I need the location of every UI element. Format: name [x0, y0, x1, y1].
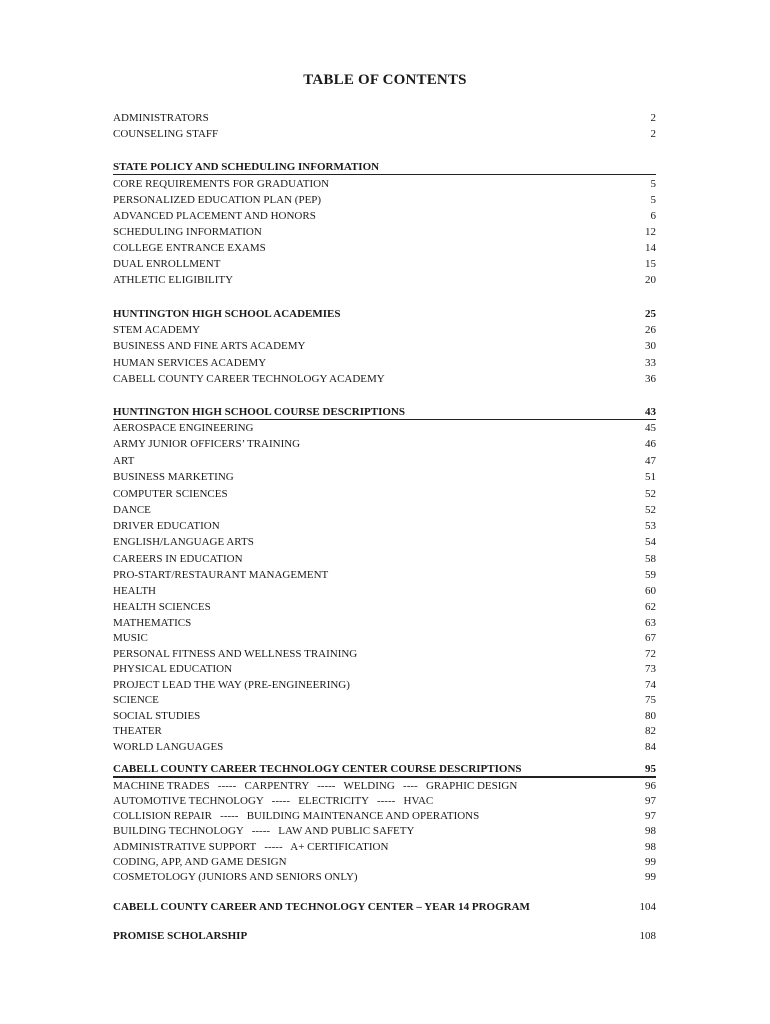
toc-entry[interactable] [113, 779, 656, 794]
toc-entry-page: 84 [645, 741, 656, 753]
toc-entry[interactable] [113, 111, 656, 126]
toc-entry-page: 47 [645, 455, 656, 467]
toc-entry-title: ENGLISH/LANGUAGE ARTS [113, 536, 254, 548]
toc-entry[interactable] [113, 693, 656, 708]
toc-entry-title: PRO-START/RESTAURANT MANAGEMENT [113, 569, 329, 581]
toc-section-heading[interactable] [113, 900, 656, 915]
toc-entry-page: 98 [645, 825, 656, 837]
toc-entry[interactable] [113, 631, 656, 646]
toc-entry-title: PERSONAL FITNESS AND WELLNESS TRAINING [113, 648, 358, 660]
toc-entry-page: 30 [645, 340, 656, 352]
toc-entry-title: CAREERS IN EDUCATION [113, 553, 243, 565]
toc-entry-page: 15 [645, 258, 656, 270]
toc-entry-page: 58 [645, 553, 656, 565]
toc-entry[interactable] [113, 487, 656, 502]
toc-entry[interactable] [113, 339, 656, 354]
toc-entry-title: COUNSELING STAFF [113, 128, 219, 140]
toc-entry-page: 97 [645, 795, 656, 807]
toc-entry[interactable] [113, 356, 656, 371]
toc-entry-title: AEROSPACE ENGINEERING [113, 422, 254, 434]
toc-entry-page: 14 [645, 242, 656, 254]
toc-entry-title: PROJECT LEAD THE WAY (PRE-ENGINEERING) [113, 679, 350, 691]
toc-entry-title: AUTOMOTIVE TECHNOLOGY ----- ELECTRICITY ----- HVAC [113, 795, 434, 807]
toc-entry-page: 5 [650, 194, 656, 206]
toc-entry[interactable] [113, 535, 656, 550]
toc-entry-page: 6 [650, 210, 656, 222]
toc-entry-title: BUSINESS MARKETING [113, 471, 234, 483]
toc-section-heading[interactable] [113, 762, 656, 778]
toc-entry[interactable] [113, 740, 656, 755]
toc-entry[interactable] [113, 209, 656, 224]
toc-heading-title: CABELL COUNTY CAREER TECHNOLOGY CENTER COURSE DESCRIPTIONS [113, 763, 522, 775]
toc-heading-title: STATE POLICY AND SCHEDULING INFORMATION [113, 161, 380, 173]
toc-entry-page: 59 [645, 569, 656, 581]
toc-entry-title: ATHLETIC ELIGIBILITY [113, 274, 234, 286]
toc-entry-page: 74 [645, 679, 656, 691]
toc-entry-page: 52 [645, 504, 656, 516]
toc-entry-page: 52 [645, 488, 656, 500]
toc-entry-page: 75 [645, 694, 656, 706]
toc-entry-title: CODING, APP, AND GAME DESIGN [113, 856, 287, 868]
toc-entry-title: MATHEMATICS [113, 617, 192, 629]
toc-entry-page: 12 [645, 226, 656, 238]
toc-entry-page: 99 [645, 871, 656, 883]
toc-entry-title: WORLD LANGUAGES [113, 741, 224, 753]
toc-entry-title: PHYSICAL EDUCATION [113, 663, 233, 675]
toc-entry-title: ARMY JUNIOR OFFICERS’ TRAINING [113, 438, 301, 450]
toc-entry-title: HEALTH [113, 585, 156, 597]
toc-entry[interactable] [113, 273, 656, 288]
toc-entry-page: 45 [645, 422, 656, 434]
toc-entry-page: 33 [645, 357, 656, 369]
toc-entry-page: 80 [645, 710, 656, 722]
toc-heading-page: 25 [645, 308, 656, 320]
toc-entry-page: 73 [645, 663, 656, 675]
toc-entry-page: 53 [645, 520, 656, 532]
toc-entry-page: 36 [645, 373, 656, 385]
toc-entry-title: COMPUTER SCIENCES [113, 488, 228, 500]
toc-entry-title: BUSINESS AND FINE ARTS ACADEMY [113, 340, 306, 352]
toc-entry-page: 97 [645, 810, 656, 822]
toc-entry-page: 82 [645, 725, 656, 737]
toc-heading-title: HUNTINGTON HIGH SCHOOL ACADEMIES [113, 308, 341, 320]
toc-entry[interactable] [113, 257, 656, 272]
toc-entry[interactable] [113, 794, 656, 809]
toc-entry-title: SCHEDULING INFORMATION [113, 226, 262, 238]
toc-entry-page: 98 [645, 841, 656, 853]
toc-entry[interactable] [113, 840, 656, 855]
toc-entry[interactable] [113, 519, 656, 534]
page-title: TABLE OF CONTENTS [303, 72, 467, 88]
toc-entry-title: DRIVER EDUCATION [113, 520, 220, 532]
toc-entry[interactable] [113, 177, 656, 192]
toc-entry[interactable] [113, 372, 656, 387]
toc-entry-title: MACHINE TRADES ----- CARPENTRY ----- WELDING ---- GRAPHIC DESIGN [113, 780, 518, 792]
toc-entry[interactable] [113, 437, 656, 452]
toc-entry-page: 51 [645, 471, 656, 483]
toc-heading-page: 108 [639, 930, 656, 942]
toc-section-heading[interactable] [113, 307, 656, 322]
toc-entry[interactable] [113, 870, 656, 885]
toc-entry-title: COLLISION REPAIR ----- BUILDING MAINTENANCE AND OPERATIONS [113, 810, 480, 822]
toc-entry-page: 67 [645, 632, 656, 644]
toc-entry-title: DANCE [113, 504, 151, 516]
toc-entry-title: ADMINISTRATORS [113, 112, 209, 124]
toc-entry-page: 5 [650, 178, 656, 190]
toc-entry-title: STEM ACADEMY [113, 324, 201, 336]
toc-heading-title: PROMISE SCHOLARSHIP [113, 930, 248, 942]
toc-entry-page: 60 [645, 585, 656, 597]
toc-entry-title: THEATER [113, 725, 162, 737]
toc-section-heading[interactable] [113, 405, 656, 420]
toc-entry-page: 2 [650, 112, 656, 124]
toc-entry[interactable] [113, 225, 656, 240]
toc-entry-page: 63 [645, 617, 656, 629]
toc-entry-title: PERSONALIZED EDUCATION PLAN (PEP) [113, 194, 322, 206]
toc-entry-title: DUAL ENROLLMENT [113, 258, 221, 270]
toc-entry-title: HEALTH SCIENCES [113, 601, 211, 613]
toc-entry-page: 2 [650, 128, 656, 140]
toc-heading-page: 43 [645, 406, 656, 418]
toc-entry[interactable] [113, 241, 656, 256]
toc-heading-title: CABELL COUNTY CAREER AND TECHNOLOGY CENTER – YEAR 14 PROGRAM [113, 901, 530, 913]
toc-entry[interactable] [113, 127, 656, 142]
toc-heading-title: HUNTINGTON HIGH SCHOOL COURSE DESCRIPTIONS [113, 406, 405, 418]
toc-entry-page: 72 [645, 648, 656, 660]
toc-entry-page: 26 [645, 324, 656, 336]
toc-entry-page: 46 [645, 438, 656, 450]
toc-entry-page: 99 [645, 856, 656, 868]
toc-entry-page: 20 [645, 274, 656, 286]
toc-entry[interactable] [113, 454, 656, 469]
toc-entry[interactable] [113, 470, 656, 485]
toc-entry[interactable] [113, 568, 656, 583]
toc-section-heading[interactable] [113, 160, 656, 175]
toc-entry[interactable] [113, 647, 656, 662]
toc-entry-title: COSMETOLOGY (JUNIORS AND SENIORS ONLY) [113, 871, 358, 883]
toc-entry-title: COLLEGE ENTRANCE EXAMS [113, 242, 266, 254]
toc-entry[interactable] [113, 824, 656, 839]
toc-entry-title: BUILDING TECHNOLOGY ----- LAW AND PUBLIC SAFETY [113, 825, 415, 837]
toc-entry-page: 96 [645, 780, 656, 792]
toc-entry-title: SCIENCE [113, 694, 159, 706]
toc-entry-title: ADVANCED PLACEMENT AND HONORS [113, 210, 316, 222]
toc-entry[interactable] [113, 584, 656, 599]
toc-entry-title: ADMINISTRATIVE SUPPORT ----- A+ CERTIFICATION [113, 841, 389, 853]
toc-entry-title: HUMAN SERVICES ACADEMY [113, 357, 267, 369]
toc-entry-title: SOCIAL STUDIES [113, 710, 201, 722]
toc-entry[interactable] [113, 552, 656, 567]
toc-entry[interactable] [113, 323, 656, 338]
toc-entry[interactable] [113, 616, 656, 631]
toc-entry[interactable] [113, 503, 656, 518]
toc-entry[interactable] [113, 709, 656, 724]
toc-entry[interactable] [113, 421, 656, 436]
toc-entry[interactable] [113, 855, 656, 870]
toc-entry[interactable] [113, 600, 656, 615]
toc-section-heading[interactable] [113, 929, 656, 944]
toc-entry[interactable] [113, 662, 656, 677]
toc-entry-page: 62 [645, 601, 656, 613]
toc-entry[interactable] [113, 678, 656, 693]
toc-entry-title: CORE REQUIREMENTS FOR GRADUATION [113, 178, 330, 190]
toc-entry-title: CABELL COUNTY CAREER TECHNOLOGY ACADEMY [113, 373, 385, 385]
toc-heading-page: 95 [645, 763, 656, 775]
toc-entry-title: MUSIC [113, 632, 148, 644]
toc-entry[interactable] [113, 809, 656, 824]
toc-entry-title: ART [113, 455, 135, 467]
toc-entry[interactable] [113, 724, 656, 739]
toc-entry[interactable] [113, 193, 656, 208]
toc-heading-page: 104 [639, 901, 656, 913]
toc-entry-page: 54 [645, 536, 656, 548]
